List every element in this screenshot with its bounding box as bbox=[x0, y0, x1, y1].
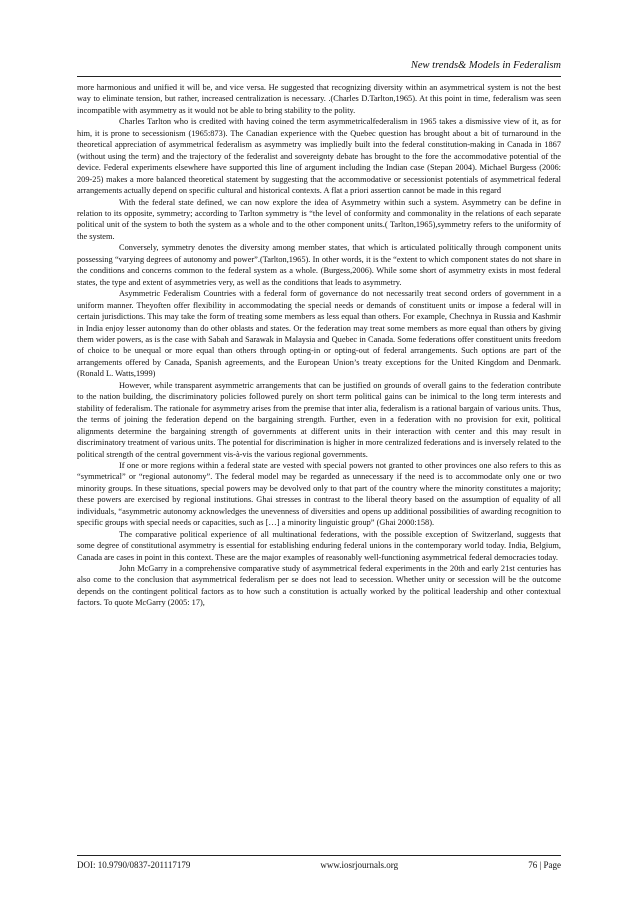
page-number: 76 | Page bbox=[528, 860, 561, 870]
paragraph: John McGarry in a comprehensive comparative study of asymmetrical federal experiments in the 20th and early 21st centuries has also come to the conclusion that asymmetrical federalism per se does not lead to secession. Whether unity or secession will be the outcome depends on the contingent political factors as to how such a constitution is actually worked by the political leadership and other contextual factors. To quote McGarry (2005: 17), bbox=[77, 564, 561, 608]
website-text: www.iosrjournals.org bbox=[320, 860, 399, 870]
paragraph: However, while transparent asymmetric arrangements that can be justified on grounds of overall gains to the federation contribute to the nation building, the discriminatory policies followed purely on short term political gains can be inimical to the long term interests and stability of federalism. The rationale for asymmetry arises from the premise that inter alia, federalism is a rational bargain of various units. Thus, the terms of joining the federation depend on the bargaining strength. Further, even in a federation with no provision for exit, political alignments determine the bargaining strength of governments at different units in their interaction with center and this may result in discriminatory treatment of various units. The potential for discrimination is higher in more centralized federations and is inversely related to the political strength of the central government vis-à-vis the various regional governments. bbox=[77, 380, 561, 459]
paragraph: The comparative political experience of all multinational federations, with the possible exception of Switzerland, suggests that some degree of constitutional asymmetry is essential for establishing enduring federal unions in the contemporary world today. India, Belgium, Canada are cases in point in this context. These are the major examples of reasonably well-functioning asymmetrical federal democracies today. bbox=[77, 529, 561, 562]
header-rule bbox=[77, 76, 561, 77]
paragraph: If one or more regions within a federal state are vested with special powers not granted to other provinces one also refers to this as “symmetrical” or “regional autonomy”. The federal model may be regarded as unnecessary if the need is to accommodate only one or two minority groups. In these situations, special powers may be devolved only to that part of the country where the minority constitutes a majority; these powers are exercised by regional institutions. Ghai stresses in contrast to the liberal theory based on the assumption of equality of all individuals, “asymmetric autonomy acknowledges the unevenness of diversities and opens up additional possibilities of awarding recognition to specific groups with special needs or capacities, such as […] a minority linguistic group” (Ghai 2000:158). bbox=[77, 460, 561, 528]
paragraph: more harmonious and unified it will be, and vice versa. He suggested that recognizing diversity within an asymmetrical system is not the best way to eliminate tension, but rather, increased centralization is necessary. .(Charles D.Tarlton,1965). At this point in time, federalism was seen incompatible with asymmetry as it would not be able to bring stability to the polity. bbox=[77, 83, 561, 115]
paragraph: Charles Tarlton who is credited with having coined the term asymmetricalfederalism in 1965 takes a dismissive view of it, as for him, it is prone to secessionism (1965:873). The Canadian experience with the Quebec question has brought about a bit of turnaround in the theoretical appreciation of asymmetrical federalism as asymmetry was impliedly built into the federal constitution-making in Canada in 1867 (without using the term) and the trajectory of the federalist and sovereignty debate has brought to the fore the accommodative potential of the device. Federal experiments elsewhere have supported this line of argument including the Indian case (Stepan 2004). Michael Burgess (2006: 209-25) makes a more balanced theoretical statement by suggesting that the accommodative or secessionist potentials of asymmetrical federal arrangements actually depend on specific cultural and historical contexts. A flat a priori assertion cannot be made in this regard bbox=[77, 117, 561, 196]
paragraph: Conversely, symmetry denotes the diversity among member states, that which is articulated politically through component units possessing “varying degrees of autonomy and power”.(Tarlton,1965). In other words, it is the “extent to which component states do not share in the conditions and concerns common to the federal system as a whole. (Burgess,2006). While some short of asymmetry exists in most federal states, the type and extent of asymmetries very, as well as the conditions that leads to asymmetry. bbox=[77, 243, 561, 287]
running-header: New trends& Models in Federalism bbox=[410, 60, 561, 71]
doi-text: DOI: 10.9790/0837-201117179 bbox=[77, 860, 191, 870]
paragraph: Asymmetric Federalism Countries with a federal form of governance do not necessarily treat second orders of government in a uniform manner. Theyoften offer flexibility in accommodating the special needs or demands of constituent units or impose a federal will in certain jurisdictions. This may take the form of treating some members as less equal than others. For example, Chechnya in Russia and Kashmir in India enjoy lesser autonomy than do other oblasts and states. Or the federation may treat some members as more equal than others by giving them wider powers, as is the case with Sabah and Sarawak in Malaysia and Quebec in Canada. Some federations offer constituent units freedom of choice to be unequal or more equal than others through opting-in or opting-out of federal arrangements. Such options are part of the arrangements offered by Canada, Spanish agreements, and the European Union’s treaty exceptions for the United Kingdom and Denmark.(Ronald L. Watts,1999) bbox=[77, 289, 561, 379]
footer-rule bbox=[77, 855, 561, 856]
paragraph: With the federal state defined, we can now explore the idea of Asymmetry within such a system. Asymmetry can be define in relation to its opposite, symmetry; according to Tarlton symmetry is “the level of conformity and commonality in the relations of each separate political unit of the system to both the system as a whole and to the other component units.( Tarlton,1965),symmetry refers to the uniformity of the system. bbox=[77, 197, 561, 241]
body-text bbox=[77, 82, 561, 609]
page-footer bbox=[77, 860, 561, 870]
